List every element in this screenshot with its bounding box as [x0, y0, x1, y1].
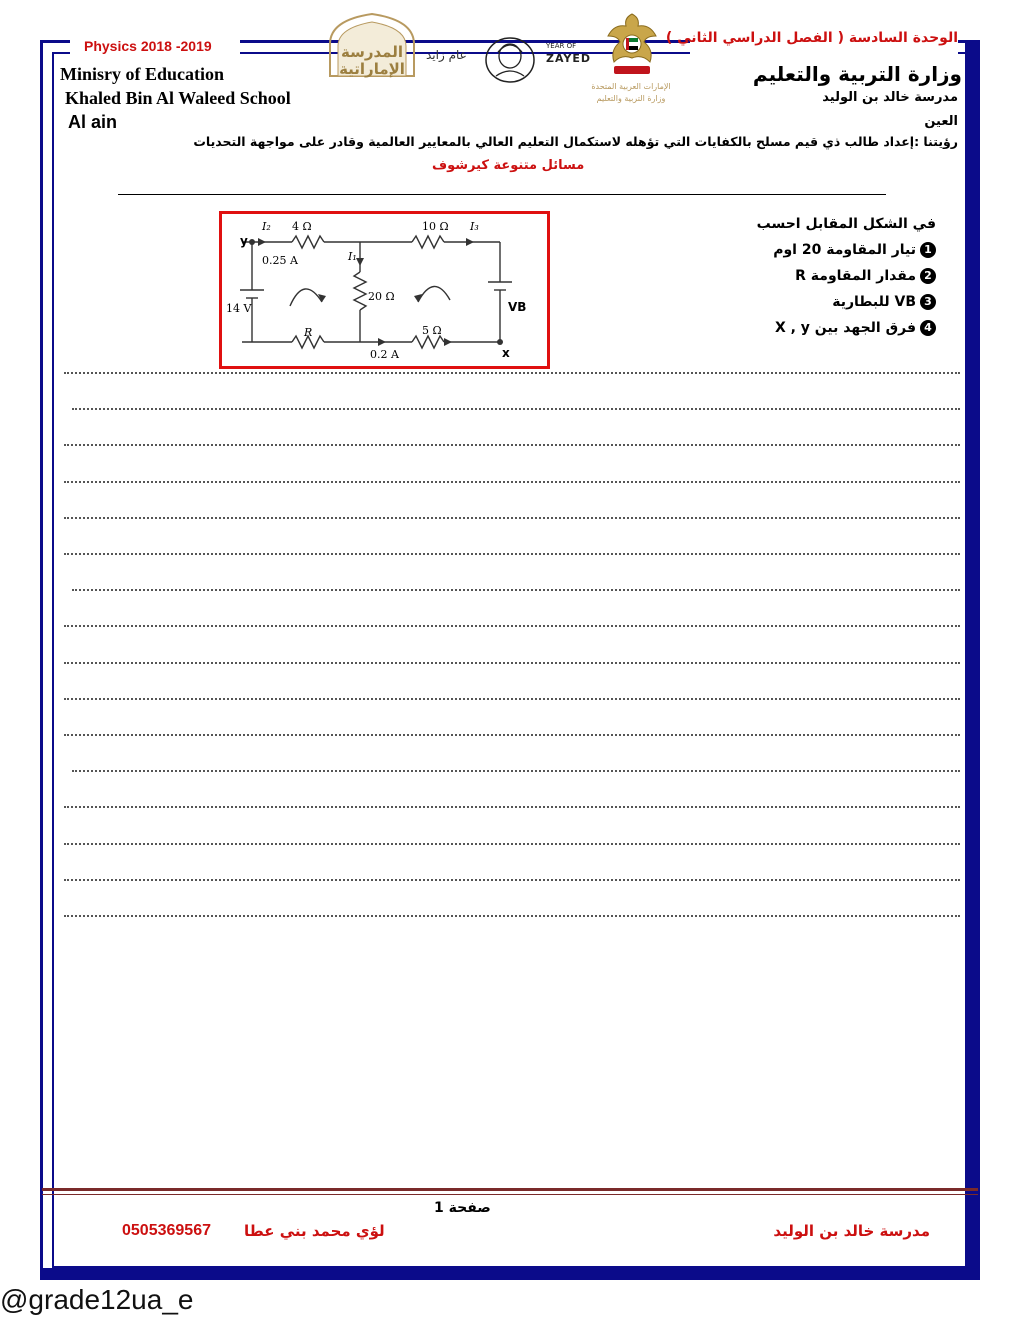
footer-rule-bottom [42, 1194, 978, 1195]
zayed-portrait-logo [484, 36, 536, 84]
question-item-2 [795, 268, 936, 284]
bullet-2: 2 [920, 268, 936, 284]
teacher-name: لؤي محمد بني عطا [244, 1222, 385, 1240]
answer-line [64, 372, 960, 374]
label-current-02: 0.2 A [370, 348, 399, 361]
school-ar: مدرسة خالد بن الوليد [822, 90, 958, 105]
emirati-school-text: المدرسة الإماراتية [339, 43, 405, 78]
ministry-ar: وزارة التربية والتعليم [752, 62, 962, 86]
footer-school: مدرسة خالد بن الوليد [773, 1222, 930, 1240]
answer-line [64, 879, 960, 881]
label-r10: 10 Ω [422, 220, 449, 233]
label-r5: 5 Ω [422, 324, 442, 337]
answer-line [64, 517, 960, 519]
label-vb: VB [508, 300, 527, 314]
answer-line [64, 698, 960, 700]
label-i2: I₂ [262, 220, 271, 233]
label-node-y: y [240, 234, 248, 248]
answer-line [64, 662, 960, 664]
label-current-025: 0.25 A [262, 254, 298, 267]
city-en: Al ain [68, 112, 118, 132]
label-r: R [304, 326, 313, 339]
uae-line1: الإمارات العربية المتحدة [591, 82, 671, 91]
emirati-school-logo [322, 10, 422, 82]
bullet-1: 1 [920, 242, 936, 258]
question-item-3-text: VB للبطارية [832, 294, 916, 310]
answer-line [64, 734, 960, 736]
header-rule [118, 194, 886, 195]
zayed-en-label: ZAYED [546, 52, 592, 65]
worksheet-title: مسائل متنوعة كيرشوف [432, 158, 585, 173]
year-of-label: YEAR OF [546, 42, 577, 50]
bullet-3: 3 [920, 294, 936, 310]
label-r20: 20 Ω [368, 290, 395, 303]
answer-line [64, 481, 960, 483]
city-ar: العين [924, 114, 958, 129]
label-node-x: x [502, 346, 510, 360]
zayed-ar: عام زايد [426, 48, 467, 62]
uae-emblem-icon [604, 10, 660, 80]
question-item-1 [773, 242, 936, 258]
answer-line [72, 770, 960, 772]
bullet-4: 4 [920, 320, 936, 336]
answer-line [72, 589, 960, 591]
uae-line2: وزارة التربية والتعليم [596, 94, 666, 103]
subject-year: Physics 2018 -2019 [84, 38, 212, 54]
circuit-diagram [219, 211, 550, 369]
label-battery-14v: 14 V [226, 302, 252, 315]
answer-line [64, 444, 960, 446]
teacher-phone: 0505369567 [122, 1222, 211, 1239]
question-item-4 [775, 320, 936, 336]
answer-line [72, 408, 960, 410]
footer-rule-top [42, 1188, 978, 1191]
question-item-1-text: تيار المقاومة 20 اوم [773, 242, 916, 258]
vision-statement: رؤيتنا :إعداد طالب ذي قيم مسلح بالكفايات التي تؤهله لاستكمال التعليم العالي بالمعايير العالمية وقادر على مواجهة التحديات [193, 134, 958, 149]
question-item-4-text: فرق الجهد بين X , y [774, 320, 916, 336]
answer-line [64, 843, 960, 845]
school-en: Khaled Bin Al Waleed School [65, 88, 291, 108]
watermark-handle: @grade12ua_e [0, 1284, 194, 1315]
question-item-2-text: مقدار المقاومة R [795, 268, 916, 284]
answer-line [64, 553, 960, 555]
label-r4: 4 Ω [292, 220, 312, 233]
page-number: صفحة 1 [434, 1200, 491, 1216]
frame-shadow-right [965, 40, 977, 1280]
unit-title: الوحدة السادسة ( الفصل الدراسي الثاني ) [665, 30, 958, 46]
answer-line [64, 915, 960, 917]
frame-shadow-bottom [40, 1268, 980, 1280]
question-item-3 [832, 294, 936, 310]
label-i3: I₃ [470, 220, 479, 233]
answer-line [64, 625, 960, 627]
question-intro: في الشكل المقابل احسب [756, 216, 936, 232]
ministry-en: Minisry of Education [60, 64, 225, 84]
answer-line [64, 806, 960, 808]
label-i1: I₁ [348, 250, 357, 263]
